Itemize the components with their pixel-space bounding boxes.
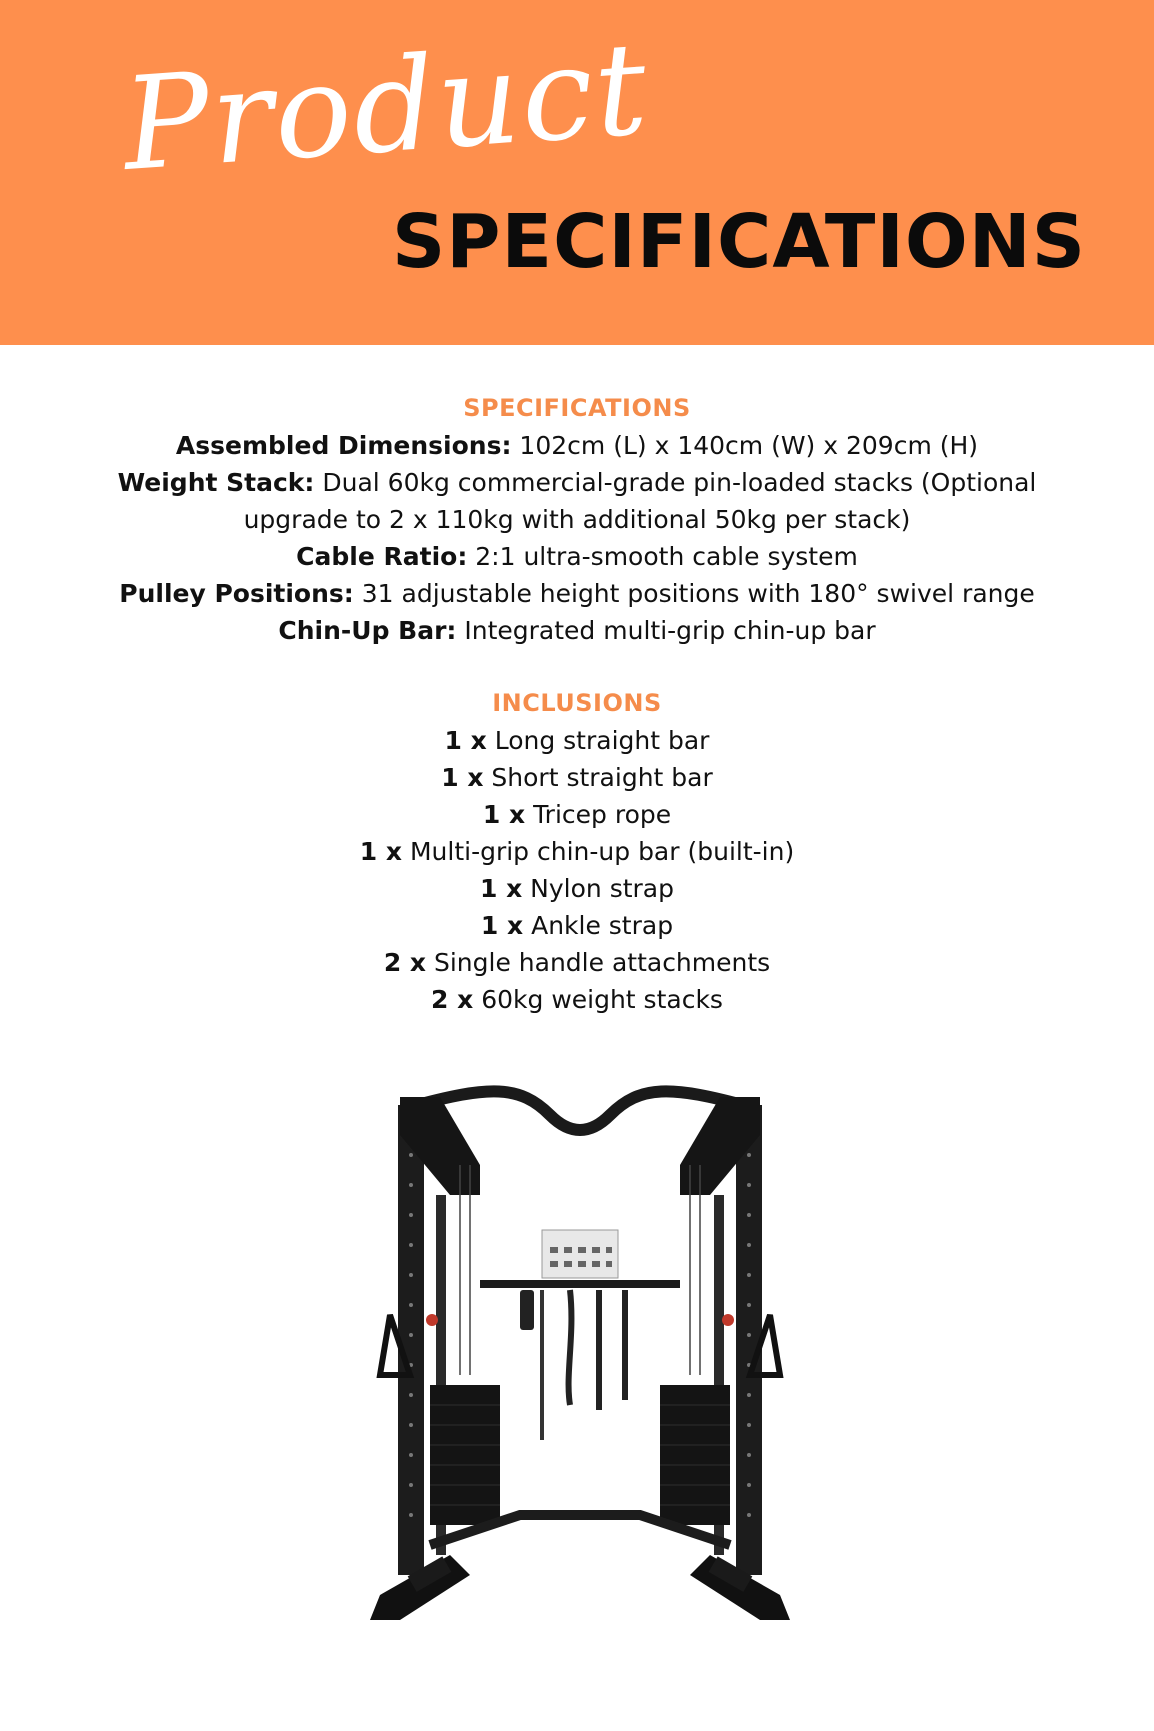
- section-spacer: [0, 649, 1154, 685]
- inclusion-qty: 1 x: [444, 726, 487, 755]
- inclusion-item: [0, 907, 1154, 944]
- spec-value: 2:1 ultra-smooth cable system: [467, 542, 858, 571]
- inclusion-qty: 2 x: [383, 948, 427, 977]
- inclusion-name: 60kg weight stacks: [473, 985, 723, 1014]
- spec-label: Cable Ratio:: [296, 542, 468, 571]
- spec-value: 102cm (L) x 140cm (W) x 209cm (H): [511, 431, 979, 460]
- inclusion-name: Single handle attachments: [426, 948, 771, 977]
- inclusion-name: Nylon strap: [522, 874, 674, 903]
- inclusion-qty: 1 x: [482, 800, 526, 829]
- spec-line: [0, 575, 1154, 612]
- inclusion-qty: 1 x: [479, 874, 523, 903]
- page-title: SPECIFICATIONS: [392, 199, 1086, 285]
- spec-line: [0, 464, 1154, 501]
- inclusion-name: Tricep rope: [525, 800, 672, 829]
- inclusion-name: Short straight bar: [483, 763, 713, 792]
- product-image: [370, 1075, 790, 1645]
- specifications-heading: SPECIFICATIONS: [463, 394, 691, 422]
- spec-line: [0, 427, 1154, 464]
- spec-line: [0, 538, 1154, 575]
- inclusion-name: Long straight bar: [486, 726, 710, 755]
- inclusion-qty: 1 x: [359, 837, 403, 866]
- inclusion-item: [0, 944, 1154, 981]
- inclusion-item: [0, 722, 1154, 759]
- inclusion-qty: 1 x: [480, 911, 524, 940]
- inclusion-item: [0, 796, 1154, 833]
- inclusions-heading: INCLUSIONS: [492, 689, 662, 717]
- inclusion-item: [0, 981, 1154, 1018]
- spec-label: Weight Stack:: [117, 468, 315, 497]
- inclusion-qty: 1 x: [441, 763, 484, 792]
- spec-value: upgrade to 2 x 110kg with additional 50kg per stack): [243, 505, 911, 534]
- script-title: Product: [118, 14, 654, 200]
- spec-label: Pulley Positions:: [119, 579, 354, 608]
- spec-line: [0, 501, 1154, 538]
- spec-value: Dual 60kg commercial-grade pin-loaded stacks (Optional: [314, 468, 1037, 497]
- inclusion-qty: 2 x: [431, 985, 474, 1014]
- spec-label: Chin-Up Bar:: [278, 616, 457, 645]
- spec-value: Integrated multi-grip chin-up bar: [456, 616, 876, 645]
- spec-line: [0, 612, 1154, 649]
- inclusion-item: [0, 870, 1154, 907]
- spec-value: 31 adjustable height positions with 180° swivel range: [353, 579, 1035, 608]
- inclusion-name: Multi-grip chin-up bar (built-in): [402, 837, 795, 866]
- spec-content: [0, 390, 1154, 1018]
- header-banner: [0, 0, 1154, 345]
- inclusion-item: [0, 759, 1154, 796]
- spec-label: Assembled Dimensions:: [175, 431, 512, 460]
- inclusion-name: Ankle strap: [523, 911, 674, 940]
- inclusion-item: [0, 833, 1154, 870]
